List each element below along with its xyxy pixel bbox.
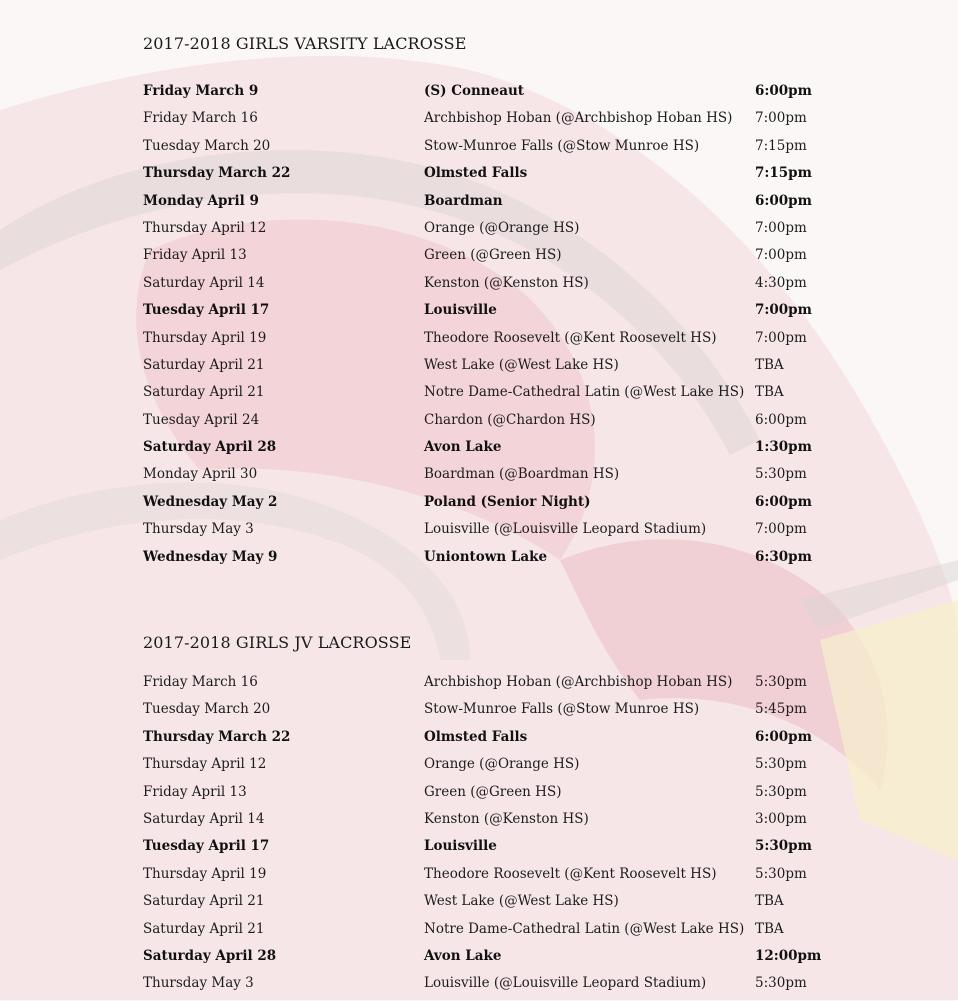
schedule-row: [0, 672, 958, 699]
game-opponent: Green (@Green HS): [424, 783, 562, 800]
schedule-row: [0, 218, 958, 245]
game-date: Tuesday March 20: [143, 701, 271, 718]
schedule-row: [0, 836, 958, 863]
game-opponent: Stow-Munroe Falls (@Stow Munroe HS): [424, 701, 700, 718]
game-date: Thursday May 3: [143, 521, 254, 538]
game-time: 5:30pm: [755, 838, 812, 855]
game-date: Friday March 9: [143, 83, 259, 99]
game-time: 7:00pm: [755, 247, 807, 264]
game-time: 6:00pm: [755, 728, 812, 745]
jv-heading: 2017-2018 GIRLS JV LACROSSE: [143, 633, 412, 652]
game-time: 5:30pm: [755, 674, 807, 690]
game-date: Tuesday April 24: [143, 411, 260, 428]
game-time: 6:00pm: [755, 411, 807, 428]
schedule-row: [0, 108, 958, 135]
game-opponent: Louisville: [424, 302, 497, 319]
game-time: 6:00pm: [755, 83, 812, 99]
game-opponent: Notre Dame-Cathedral Latin (@West Lake HS): [424, 920, 745, 937]
game-opponent: Stow-Munroe Falls (@Stow Munroe HS): [424, 137, 700, 154]
game-date: Thursday April 19: [143, 329, 267, 346]
schedule-row: [0, 699, 958, 726]
game-date: Friday March 16: [143, 674, 258, 690]
game-date: Tuesday April 17: [143, 302, 270, 319]
game-date: Thursday April 19: [143, 865, 267, 882]
game-date: Thursday May 3: [143, 975, 254, 992]
game-opponent: Orange (@Orange HS): [424, 219, 580, 236]
game-date: Friday April 13: [143, 783, 247, 800]
schedule-row: [0, 782, 958, 809]
schedule-row: [0, 754, 958, 781]
game-time: 7:00pm: [755, 110, 807, 127]
game-time: 6:30pm: [755, 548, 812, 565]
schedule-row: [0, 136, 958, 163]
game-time: TBA: [755, 893, 784, 910]
game-date: Wednesday May 2: [143, 493, 278, 510]
game-date: Saturday April 21: [143, 893, 265, 910]
game-date: Monday April 30: [143, 466, 258, 483]
game-date: Thursday March 22: [143, 165, 291, 182]
game-time: 5:30pm: [755, 466, 807, 483]
game-time: TBA: [755, 384, 784, 401]
schedule-row: [0, 727, 958, 754]
game-date: Wednesday May 9: [143, 548, 278, 565]
game-date: Thursday April 12: [143, 219, 267, 236]
game-opponent: Orange (@Orange HS): [424, 756, 580, 773]
game-time: 7:00pm: [755, 521, 807, 538]
game-date: Monday April 9: [143, 192, 259, 209]
game-time: 7:00pm: [755, 219, 807, 236]
schedule-row: [0, 864, 958, 891]
varsity-heading: 2017-2018 GIRLS VARSITY LACROSSE: [143, 34, 467, 53]
schedule-row: [0, 547, 958, 574]
game-time: 4:30pm: [755, 274, 807, 291]
schedule-row: [0, 300, 958, 327]
game-opponent: Louisville (@Louisville Leopard Stadium): [424, 521, 707, 538]
schedule-row: [0, 410, 958, 437]
schedule-row: [0, 328, 958, 355]
game-opponent: Theodore Roosevelt (@Kent Roosevelt HS): [424, 865, 717, 882]
game-date: Tuesday March 20: [143, 137, 271, 154]
game-date: Saturday April 21: [143, 384, 265, 401]
schedule-row: [0, 919, 958, 946]
game-date: Friday April 13: [143, 247, 247, 264]
game-time: 1:30pm: [755, 439, 812, 456]
game-date: Friday March 16: [143, 110, 258, 127]
game-time: 5:30pm: [755, 975, 807, 992]
schedule-row: [0, 946, 958, 973]
game-date: Thursday April 12: [143, 756, 267, 773]
schedule-row: [0, 382, 958, 409]
schedule-row: [0, 464, 958, 491]
game-opponent: Archbishop Hoban (@Archbishop Hoban HS): [424, 110, 733, 127]
game-opponent: Olmsted Falls: [424, 165, 528, 182]
game-opponent: Green (@Green HS): [424, 247, 562, 264]
game-date: Saturday April 14: [143, 810, 265, 827]
game-opponent: West Lake (@West Lake HS): [424, 893, 619, 910]
game-opponent: West Lake (@West Lake HS): [424, 356, 619, 373]
game-opponent: Poland (Senior Night): [424, 493, 591, 510]
game-time: 5:30pm: [755, 783, 807, 800]
schedule-row: [0, 191, 958, 218]
game-opponent: Boardman (@Boardman HS): [424, 466, 620, 483]
game-opponent: Chardon (@Chardon HS): [424, 411, 596, 428]
schedule-row: [0, 891, 958, 918]
game-date: Saturday April 21: [143, 356, 265, 373]
game-date: Saturday April 28: [143, 947, 277, 964]
game-time: 12:00pm: [755, 947, 822, 964]
schedule-row: [0, 273, 958, 300]
game-opponent: Boardman: [424, 192, 503, 209]
game-opponent: Kenston (@Kenston HS): [424, 810, 589, 827]
game-time: TBA: [755, 920, 784, 937]
game-opponent: Uniontown Lake: [424, 548, 548, 565]
game-time: 5:45pm: [755, 701, 807, 718]
game-date: Saturday April 28: [143, 439, 277, 456]
game-date: Saturday April 14: [143, 274, 265, 291]
schedule-row: [0, 81, 958, 108]
game-time: 5:30pm: [755, 865, 807, 882]
jv-schedule: [0, 672, 958, 1001]
game-opponent: Archbishop Hoban (@Archbishop Hoban HS): [424, 674, 733, 690]
game-opponent: Avon Lake: [424, 947, 502, 964]
schedule-row: [0, 809, 958, 836]
game-date: Thursday March 22: [143, 728, 291, 745]
schedule-row: [0, 437, 958, 464]
game-time: TBA: [755, 356, 784, 373]
game-time: 7:15pm: [755, 137, 807, 154]
game-date: Tuesday April 17: [143, 838, 270, 855]
game-opponent: Avon Lake: [424, 439, 502, 456]
game-time: 7:00pm: [755, 329, 807, 346]
schedule-row: [0, 973, 958, 1000]
game-time: 7:15pm: [755, 165, 812, 182]
game-opponent: Notre Dame-Cathedral Latin (@West Lake HS): [424, 384, 745, 401]
schedule-row: [0, 492, 958, 519]
game-time: 6:00pm: [755, 192, 812, 209]
schedule-row: [0, 163, 958, 190]
game-opponent: Kenston (@Kenston HS): [424, 274, 589, 291]
game-opponent: Louisville (@Louisville Leopard Stadium): [424, 975, 707, 992]
schedule-row: [0, 355, 958, 382]
game-time: 6:00pm: [755, 493, 812, 510]
game-time: 5:30pm: [755, 756, 807, 773]
schedule-row: [0, 519, 958, 546]
game-date: Saturday April 21: [143, 920, 265, 937]
game-time: 3:00pm: [755, 810, 807, 827]
game-opponent: (S) Conneaut: [424, 83, 524, 99]
schedule-row: [0, 245, 958, 272]
varsity-schedule: [0, 81, 958, 574]
game-time: 7:00pm: [755, 302, 812, 319]
game-opponent: Olmsted Falls: [424, 728, 528, 745]
game-opponent: Louisville: [424, 838, 497, 855]
game-opponent: Theodore Roosevelt (@Kent Roosevelt HS): [424, 329, 717, 346]
